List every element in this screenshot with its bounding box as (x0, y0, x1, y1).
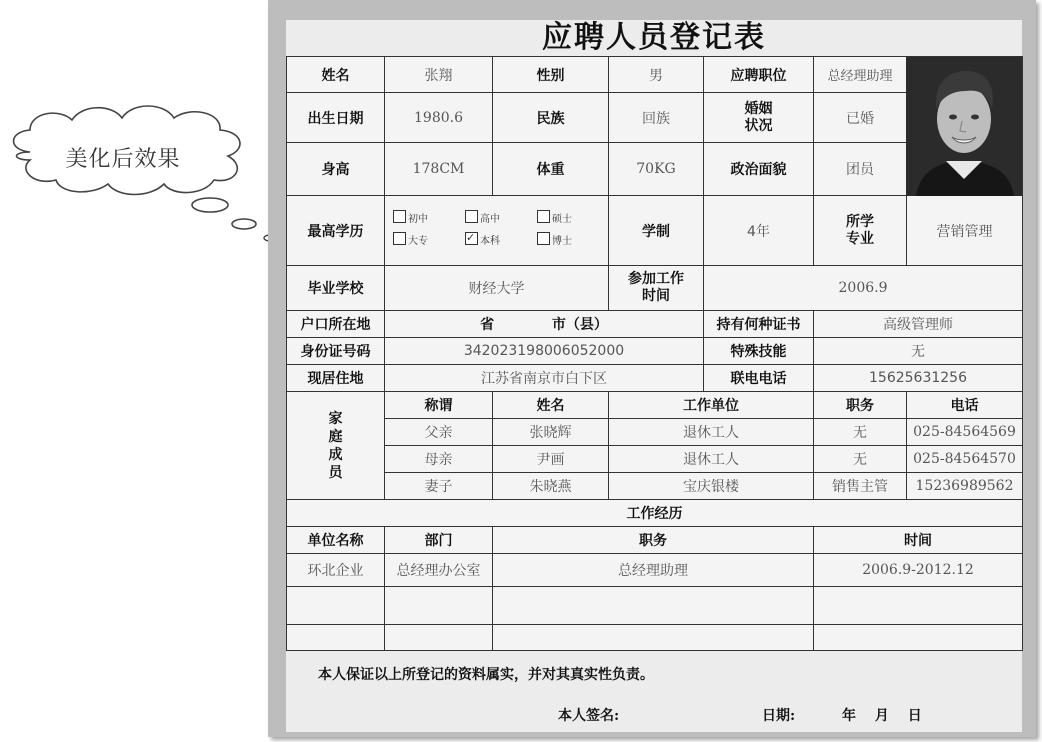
major-label-text: 所学 专业 (846, 213, 874, 247)
work-cell[interactable]: 总经理办公室 (385, 554, 493, 587)
system-value[interactable]: 4年 (704, 196, 814, 266)
work-cell[interactable]: 2006.9-2012.12 (814, 554, 1023, 587)
date-label: 日期: (762, 708, 796, 724)
family-cell[interactable]: 025-84564569 (907, 419, 1023, 446)
skill-label: 特殊技能 (704, 338, 814, 365)
edu-options (385, 196, 609, 266)
family-cell[interactable]: 尹画 (493, 446, 609, 473)
political-value[interactable]: 团员 (814, 143, 907, 196)
work-row (287, 625, 1023, 651)
workstart-value[interactable]: 2006.9 (704, 266, 1023, 311)
hukou-city: 市（县） (551, 317, 608, 333)
family-cell[interactable]: 销售主管 (814, 473, 907, 500)
family-cell[interactable]: 无 (814, 419, 907, 446)
family-cell[interactable]: 退休工人 (609, 446, 814, 473)
height-value[interactable]: 178CM (385, 143, 493, 196)
work-cell[interactable]: 总经理助理 (493, 554, 814, 587)
declaration-statement: 本人保证以上所登记的资料属实，并对其真实性负责。 (318, 667, 654, 683)
birth-label: 出生日期 (287, 93, 385, 143)
bubble-caption: 美化后效果 (65, 147, 181, 172)
hukou-province: 省 (480, 317, 495, 333)
work-cell[interactable] (287, 587, 385, 625)
family-row (287, 473, 1023, 500)
id-label: 身份证号码 (287, 338, 385, 365)
family-header-title: 职务 (814, 392, 907, 419)
work-header-time: 时间 (814, 527, 1023, 554)
edu-option-label: 大专 (408, 235, 428, 247)
work-header-title: 职务 (493, 527, 814, 554)
edu-checkbox-0[interactable] (393, 210, 406, 223)
family-cell[interactable]: 退休工人 (609, 419, 814, 446)
family-label-text: 家 庭 成 员 (328, 410, 343, 481)
workstart-label (609, 266, 704, 311)
weight-value[interactable]: 70KG (609, 143, 704, 196)
edu-option-label: 博士 (552, 235, 572, 247)
family-header-name: 姓名 (493, 392, 609, 419)
family-cell[interactable]: 15236989562 (907, 473, 1023, 500)
family-header-relation: 称谓 (385, 392, 493, 419)
work-cell[interactable] (814, 625, 1023, 651)
cert-value[interactable]: 高级管理师 (814, 311, 1023, 338)
family-row (287, 446, 1023, 473)
family-header-employer: 工作单位 (609, 392, 814, 419)
family-cell[interactable]: 025-84564570 (907, 446, 1023, 473)
edu-checkbox-5[interactable] (537, 232, 550, 245)
marital-label (704, 93, 814, 143)
work-cell[interactable] (287, 625, 385, 651)
system-label: 学制 (609, 196, 704, 266)
work-cell[interactable] (493, 625, 814, 651)
edu-checkbox-2[interactable] (537, 210, 550, 223)
family-cell[interactable]: 母亲 (385, 446, 493, 473)
major-value[interactable]: 营销管理 (907, 196, 1023, 266)
position-value[interactable]: 总经理助理 (814, 57, 907, 93)
family-cell[interactable]: 朱晓燕 (493, 473, 609, 500)
edu-option-label: 初中 (408, 213, 428, 225)
name-value[interactable]: 张翔 (385, 57, 493, 93)
position-label: 应聘职位 (704, 57, 814, 93)
edu-checkbox-4[interactable] (465, 232, 478, 245)
hukou-label: 户口所在地 (287, 311, 385, 338)
edu-option-label: 本科 (480, 235, 500, 247)
work-header-company: 单位名称 (287, 527, 385, 554)
address-value[interactable]: 江苏省南京市白下区 (385, 365, 704, 392)
ethnic-label: 民族 (493, 93, 609, 143)
cert-label: 持有何种证书 (704, 311, 814, 338)
applicant-photo (906, 57, 1022, 196)
birth-value[interactable]: 1980.6 (385, 93, 493, 143)
edu-checkbox-1[interactable] (465, 210, 478, 223)
edu-label: 最高学历 (287, 196, 385, 266)
work-cell[interactable] (385, 587, 493, 625)
id-value[interactable]: 342023198006052000 (385, 338, 704, 365)
hukou-value[interactable] (385, 311, 704, 338)
skill-value[interactable]: 无 (814, 338, 1023, 365)
workstart-label-text: 参加工作 时间 (628, 271, 684, 304)
family-cell[interactable]: 宝庆银楼 (609, 473, 814, 500)
edu-option-label: 高中 (480, 213, 500, 225)
gender-value[interactable]: 男 (609, 57, 704, 93)
date-units: 年 月 日 (842, 708, 922, 724)
work-cell[interactable]: 环北企业 (287, 554, 385, 587)
signature-label: 本人签名: (558, 708, 620, 724)
form-title: 应聘人员登记表 (542, 20, 766, 55)
family-cell[interactable]: 妻子 (385, 473, 493, 500)
thought-bubble (0, 100, 300, 260)
work-row (287, 587, 1023, 625)
political-label: 政治面貌 (704, 143, 814, 196)
marital-label-text: 婚姻 状况 (744, 100, 773, 134)
edu-checkbox-3[interactable] (393, 232, 406, 245)
school-label: 毕业学校 (287, 266, 385, 311)
work-row (287, 554, 1023, 587)
weight-label: 体重 (493, 143, 609, 196)
phone-label: 联电电话 (704, 365, 814, 392)
family-cell[interactable]: 无 (814, 446, 907, 473)
family-cell[interactable]: 父亲 (385, 419, 493, 446)
family-label (287, 392, 385, 500)
family-row (287, 419, 1023, 446)
edu-option-label: 硕士 (552, 213, 572, 225)
family-header-phone: 电话 (907, 392, 1023, 419)
major-label (814, 196, 907, 266)
gender-label: 性别 (493, 57, 609, 93)
work-section-title: 工作经历 (287, 500, 1023, 527)
name-label: 姓名 (287, 57, 385, 93)
phone-value[interactable]: 15625631256 (814, 365, 1023, 392)
marital-value[interactable]: 已婚 (814, 93, 907, 143)
work-cell[interactable] (814, 587, 1023, 625)
school-value[interactable]: 财经大学 (385, 266, 609, 311)
family-cell[interactable]: 张晓辉 (493, 419, 609, 446)
address-label: 现居住地 (287, 365, 385, 392)
height-label: 身高 (287, 143, 385, 196)
work-header-dept: 部门 (385, 527, 493, 554)
work-cell[interactable] (385, 625, 493, 651)
work-cell[interactable] (493, 587, 814, 625)
ethnic-value[interactable]: 回族 (609, 93, 704, 143)
